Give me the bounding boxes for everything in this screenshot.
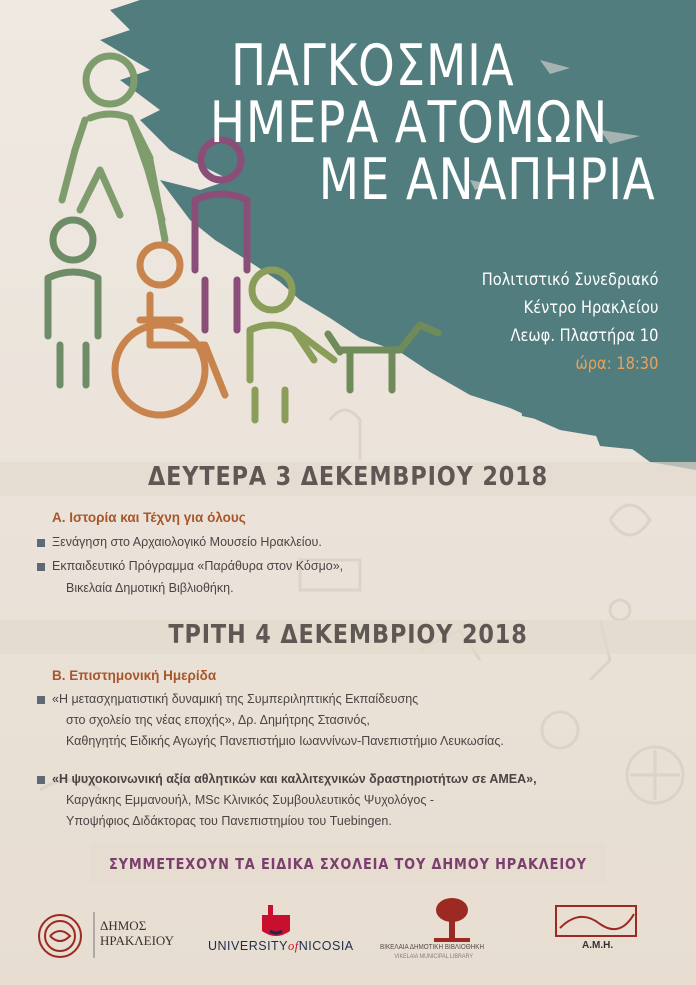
day2-item-1-line-2: στο σχολείο της νέας εποχής», Δρ. Δημήτρης Στασινός, <box>66 713 370 727</box>
bullet-square <box>37 539 45 547</box>
amh-logo-text: Α.Μ.Η. <box>582 940 614 951</box>
poster-title <box>210 33 656 213</box>
university-name: NICOSIA <box>298 939 354 953</box>
day2-item-2-line-2: Καργάκης Εμμανουήλ, MSc Κλινικός Συμβουλευτικός Ψυχολόγος - <box>66 793 435 807</box>
venue-line-1: Πολιτιστικό Συνεδριακό <box>481 270 658 290</box>
municipality-logo <box>100 918 174 948</box>
university-of: of <box>288 939 299 953</box>
day2-section-title: Β. Επιστημονική Ημερίδα <box>52 668 217 683</box>
library-name-greek: ΒΙΚΕΛΑΙΑ ΔΗΜΟΤΙΚΗ ΒΙΒΛΙΟΘΗΚΗ <box>380 944 485 951</box>
day1-item-1: Ξενάγηση στο Αρχαιολογικό Μουσείο Ηρακλείου. <box>52 535 322 549</box>
day1-item-2-line-1: Εκπαιδευτικό Πρόγραμμα «Παράθυρα στον Κόσμο», <box>52 559 344 573</box>
day2-item-1-line-1: «Η μετασχηματιστική δυναμική της Συμπεριληπτικής Εκπαίδευσης <box>52 692 419 706</box>
venue-line-2: Κέντρο Ηρακλείου <box>523 298 658 318</box>
library-name-english: VIKELAIA MUNICIPAL LIBRARY <box>394 954 473 960</box>
title-line-2: ΗΜΕΡΑ ΑΤΟΜΩΝ <box>210 90 609 156</box>
university-logo <box>208 939 354 954</box>
municipality-name-line-1: ΔΗΜΟΣ <box>100 918 147 933</box>
venue-line-3: Λεωφ. Πλαστήρα 10 <box>510 326 658 346</box>
event-time: ώρα: 18:30 <box>575 354 658 374</box>
day1-heading: ΔΕΥΤΕΡΑ 3 ΔΕΚΕΜΒΡΙΟΥ 2018 <box>147 462 549 492</box>
participants-note: ΣΥΜΜΕΤΕΧΟΥΝ ΤΑ ΕΙΔΙΚΑ ΣΧΟΛΕΙΑ ΤΟΥ ΔΗΜΟΥ ΗΡΑΚΛΕΙΟΥ <box>108 855 588 873</box>
bullet-square <box>37 776 45 784</box>
title-line-3: ΜΕ ΑΝΑΠΗΡΙΑ <box>319 147 656 213</box>
day2-item-2-line-3: Υποψήφιος Διδάκτορας του Πανεπιστημίου του Tuebingen. <box>66 814 392 828</box>
day1-section-title: Α. Ιστορία και Τέχνη για όλους <box>52 510 246 525</box>
bullet-square <box>37 696 45 704</box>
bullet-square <box>37 563 45 571</box>
day2-item-2-line-1: «Η ψυχοκοινωνική αξία αθλητικών και καλλιτεχνικών δραστηριοτήτων σε ΑΜΕΑ», <box>52 772 537 786</box>
day2-heading: ΤΡΙΤΗ 4 ΔΕΚΕΜΒΡΙΟΥ 2018 <box>168 620 528 650</box>
day1-item-2-line-2: Βικελαία Δημοτική Βιβλιοθήκη. <box>66 581 234 595</box>
title-line-1: ΠΑΓΚΟΣΜΙΑ <box>231 33 515 99</box>
municipality-name-line-2: ΗΡΑΚΛΕΙΟΥ <box>100 933 175 948</box>
library-logo <box>380 944 484 960</box>
university-prefix: UNIVERSITY <box>208 939 289 953</box>
day2-item-1-line-3: Καθηγητής Ειδικής Αγωγής Πανεπιστήμιο Ιωαννίνων-Πανεπιστήμιο Λευκωσίας. <box>66 734 504 748</box>
venue-info <box>481 266 658 378</box>
